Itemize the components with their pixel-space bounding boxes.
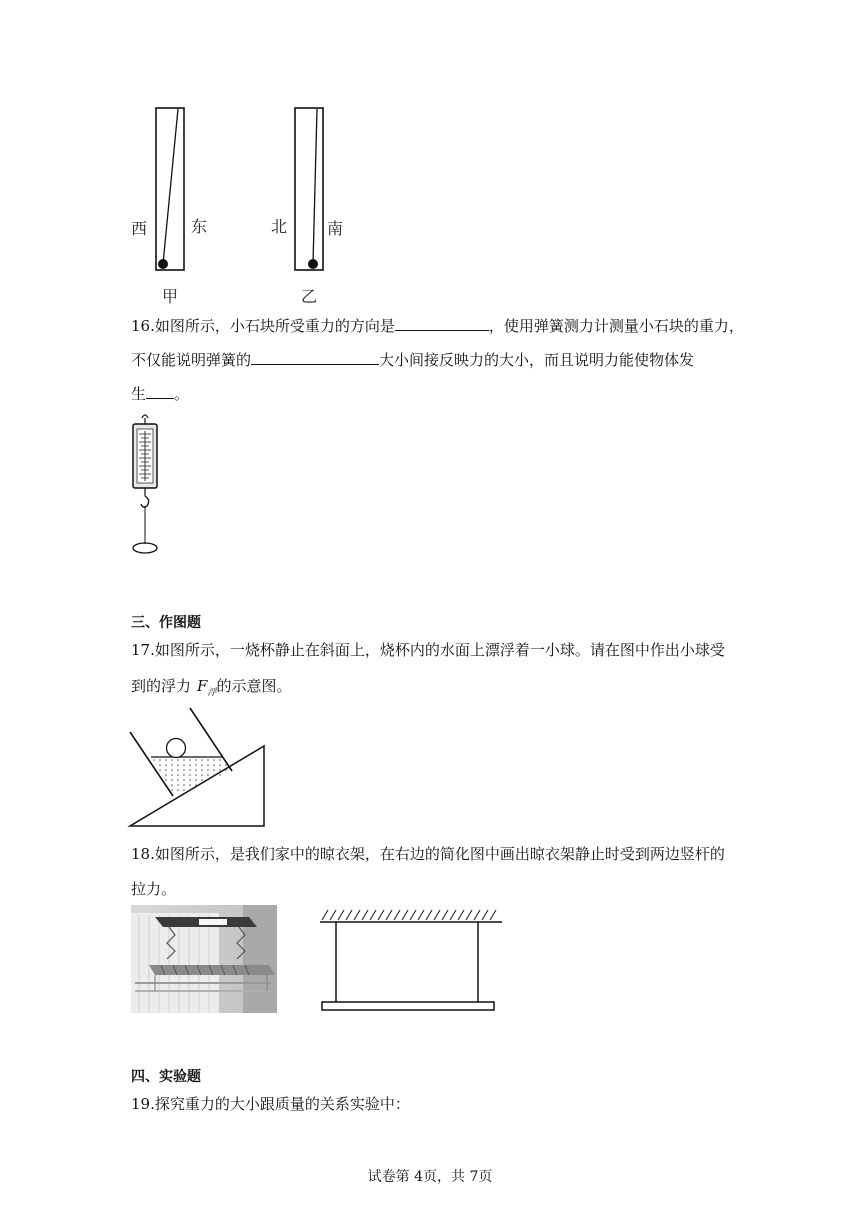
q17-line2: 到的浮力 $F_浮$的示意图。: [131, 677, 292, 698]
q17-line1: 17.如图所示，一烧杯静止在斜面上，烧杯内的水面上漂浮着一小球。请在图中作出小球受: [131, 641, 725, 659]
rack-diagram: [318, 906, 504, 1014]
label-west: 西: [131, 219, 148, 238]
drying-rack-photo: [131, 905, 277, 1013]
q18-line1: 18.如图所示，是我们家中的晾衣架，在右边的简化图中画出晾衣架静止时受到两边竖杆的: [131, 845, 725, 863]
q16-line1: 16.如图所示，小石块所受重力的方向是 ，使用弹簧测力计测量小石块的重力，: [131, 317, 744, 335]
q17-number: 17.: [131, 641, 155, 659]
q19-number: 19.: [131, 1095, 155, 1113]
q18-number: 18.: [131, 845, 155, 863]
page-footer: 试卷第 4页，共 7页: [367, 1169, 493, 1185]
section-4-title: 四、实验题: [131, 1069, 201, 1085]
q19-line1: 19.探究重力的大小跟质量的关系实验中：: [131, 1095, 410, 1113]
label-east: 东: [191, 217, 208, 236]
q16-blank-1[interactable]: [395, 316, 489, 331]
caption-jia: 甲: [162, 287, 179, 306]
spring-scale-figure: [125, 412, 175, 560]
q16-line2: 不仅能说明弹簧的 大小间接反映力的大小，而且说明力能使物体发: [131, 351, 695, 369]
q16-blank-3[interactable]: [146, 384, 174, 399]
q16-line3: 生 。: [131, 385, 190, 403]
label-north: 北: [271, 217, 288, 236]
q16-number: 16.: [131, 317, 155, 335]
caption-yi: 乙: [301, 287, 318, 306]
q16-blank-2[interactable]: [251, 350, 379, 365]
force-subscript: 浮: [207, 688, 217, 698]
section-3-title: 三、作图题: [131, 615, 201, 631]
label-south: 南: [327, 219, 344, 238]
pendulum-figure: [120, 100, 380, 310]
force-symbol: F: [197, 677, 208, 695]
q18-line2: 拉力。: [131, 880, 177, 898]
beaker-incline-figure: [128, 708, 270, 830]
